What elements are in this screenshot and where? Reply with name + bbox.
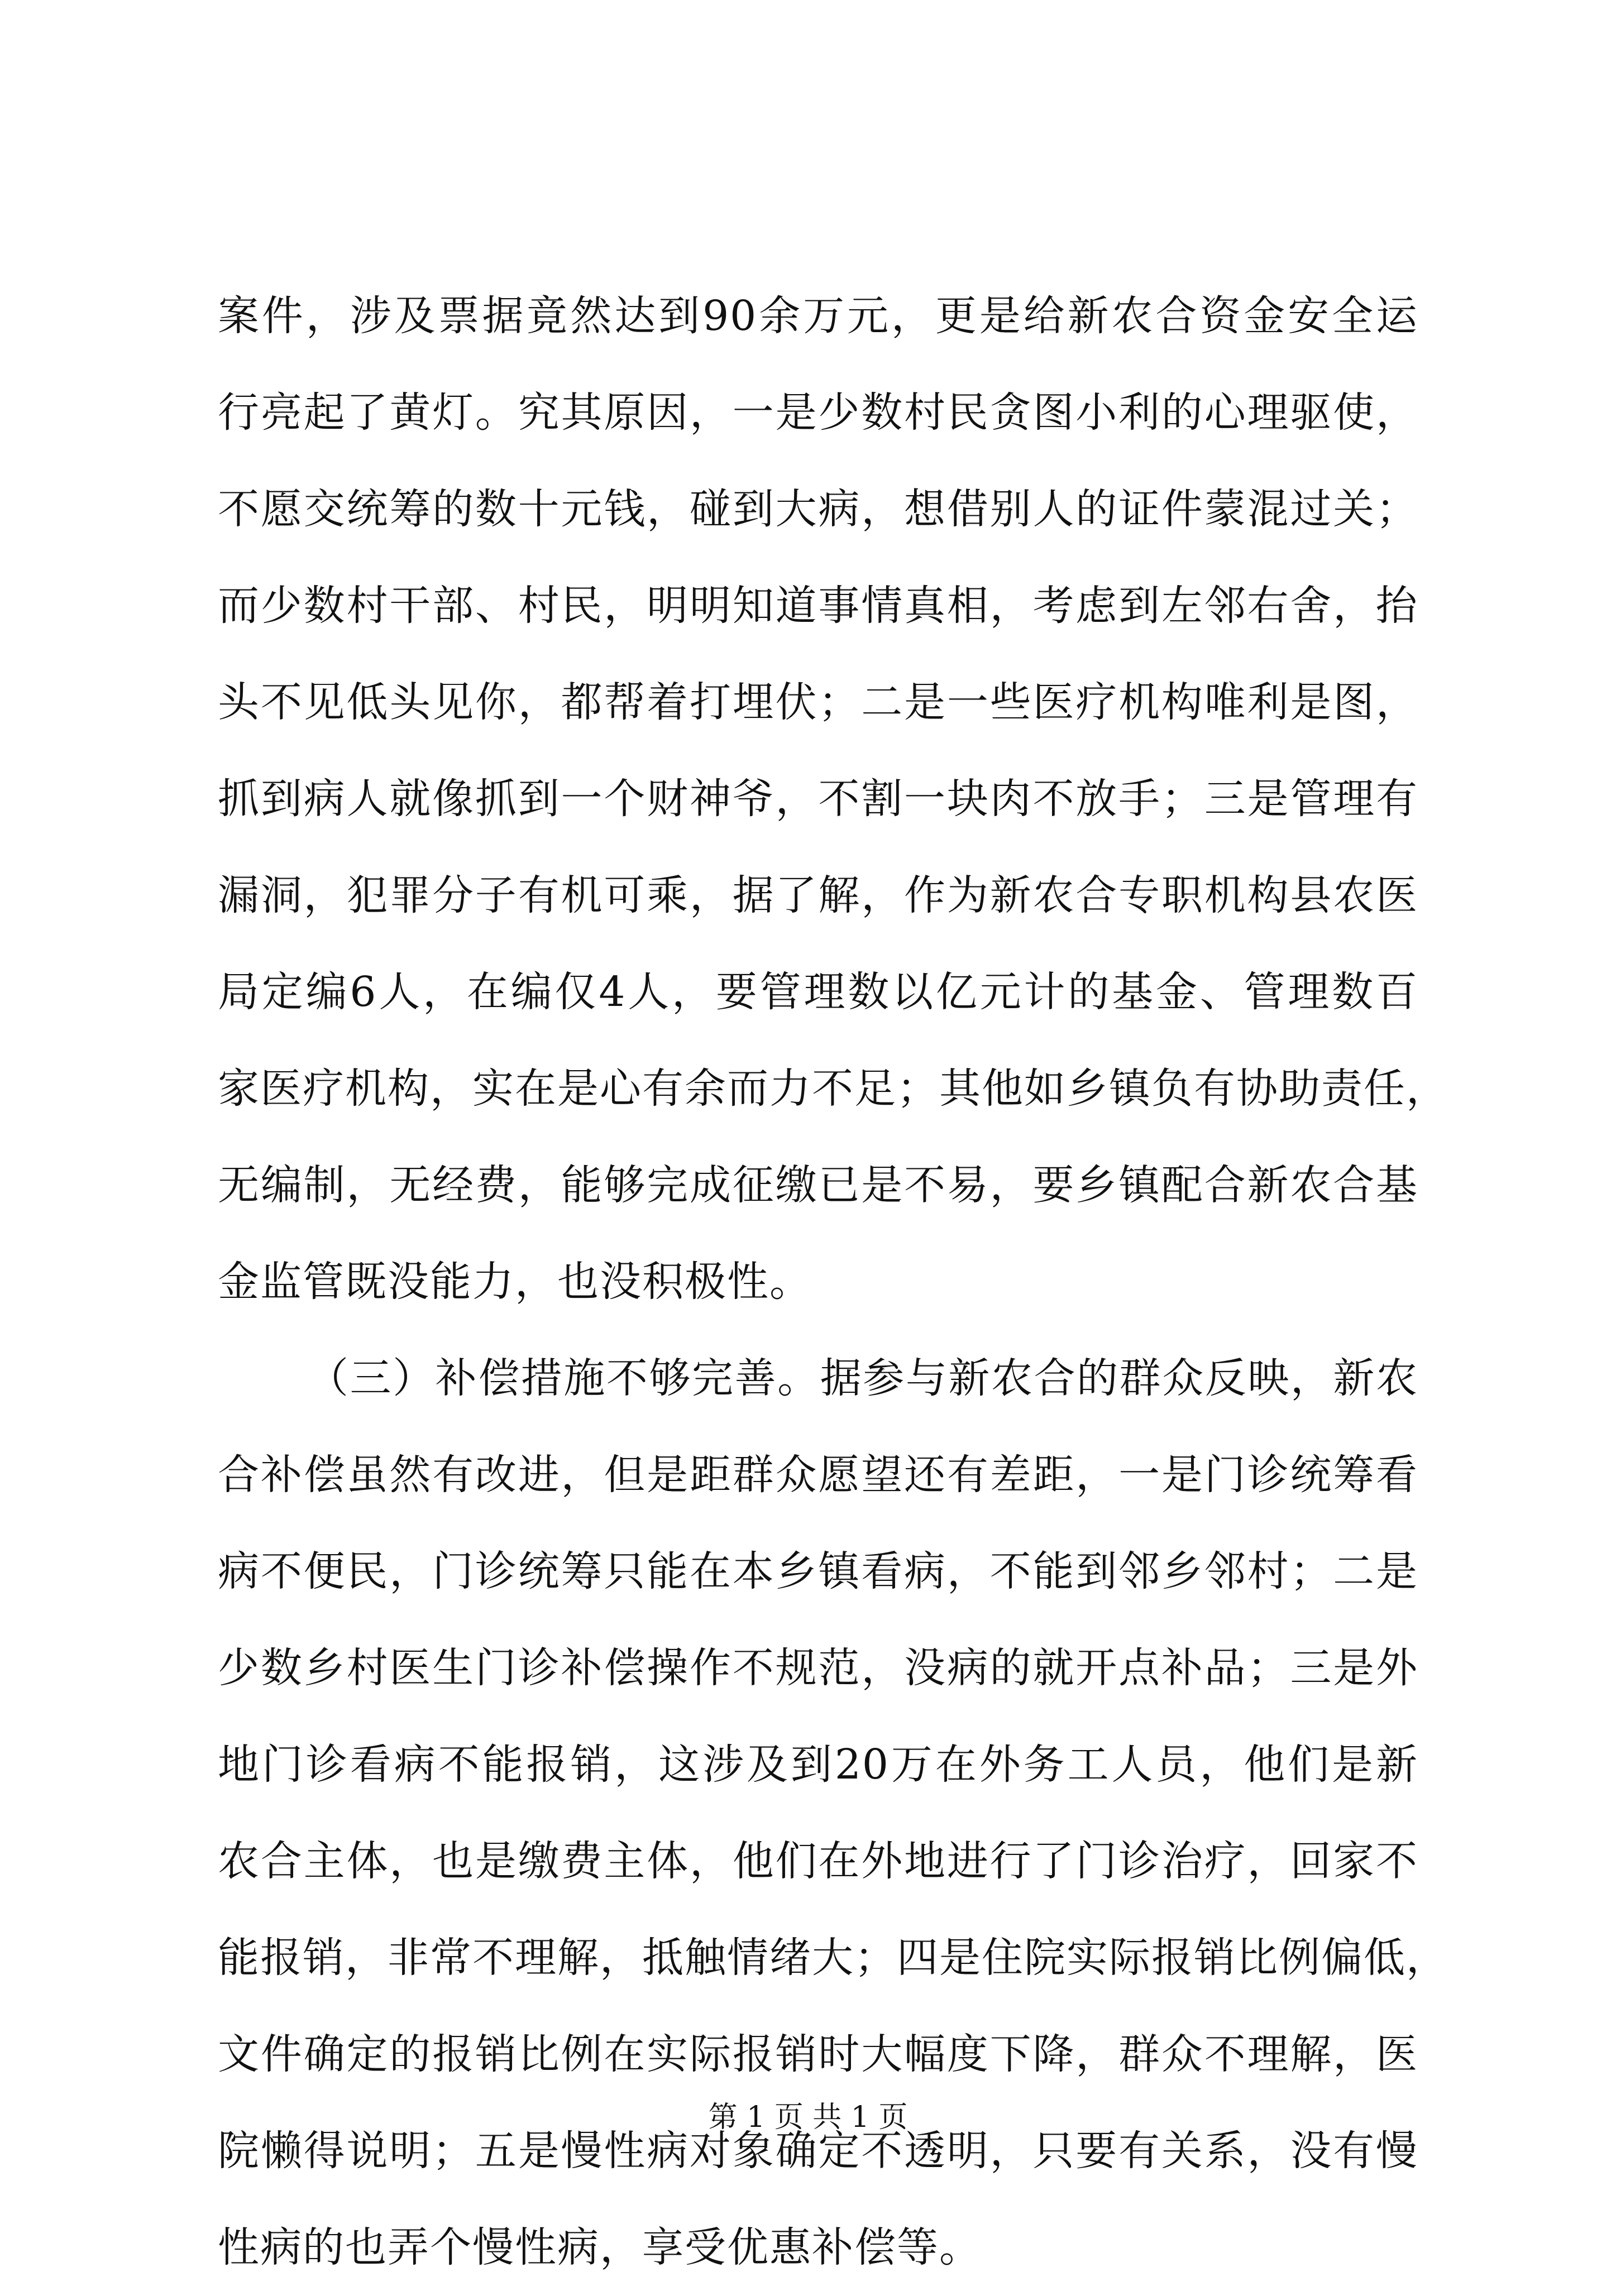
- text-line: 家医疗机构，实在是心有余而力不足；其他如乡镇负有协助责任，: [218, 1065, 1448, 1113]
- text-line: 合补偿虽然有改进，但是距群众愿望还有差距，一是门诊统筹看: [218, 1451, 1418, 1499]
- body-text: [218, 268, 1448, 2296]
- text-line: 漏洞，犯罪分子有机可乘，据了解，作为新农合专职机构县农医: [218, 871, 1418, 919]
- section-heading-line: （三）补偿措施不够完善。据参与新农合的群众反映，新农: [307, 1354, 1418, 1402]
- text-line: 行亮起了黄灯。究其原因，一是少数村民贪图小利的心理驱使，: [218, 389, 1418, 437]
- text-line: 能报销，非常不理解，抵触情绪大；四是住院实际报销比例偏低，: [218, 1934, 1448, 1982]
- text-line: 无编制，无经费，能够完成征缴已是不易，要乡镇配合新农合基: [218, 1161, 1418, 1209]
- text-line: 文件确定的报销比例在实际报销时大幅度下降，群众不理解，医: [218, 2030, 1418, 2078]
- text-line: 农合主体，也是缴费主体，他们在外地进行了门诊治疗，回家不: [218, 1837, 1418, 1885]
- text-line: 局定编6人，在编仅4人，要管理数以亿元计的基金、管理数百: [218, 968, 1418, 1016]
- page-footer: 第 1 页 共 1 页: [708, 2101, 908, 2134]
- text-line: 地门诊看病不能报销，这涉及到20万在外务工人员，他们是新: [218, 1741, 1418, 1789]
- text-line: 病不便民，门诊统筹只能在本乡镇看病，不能到邻乡邻村；二是: [218, 1547, 1418, 1595]
- paragraph-last-line: 金监管既没能力，也没积极性。: [218, 1258, 812, 1306]
- paragraph-last-line: 性病的也弄个慢性病，享受优惠补偿等。: [218, 2223, 982, 2271]
- text-line: 院懒得说明；五是慢性病对象确定不透明，只要有关系，没有慢: [218, 2127, 1418, 2175]
- text-line: 案件，涉及票据竟然达到90余万元，更是给新农合资金安全运: [218, 292, 1418, 340]
- text-line: 少数乡村医生门诊补偿操作不规范，没病的就开点补品；三是外: [218, 1644, 1418, 1692]
- text-line: 而少数村干部、村民，明明知道事情真相，考虑到左邻右舍，抬: [218, 582, 1418, 630]
- text-line: 抓到病人就像抓到一个财神爷，不割一块肉不放手；三是管理有: [218, 775, 1418, 823]
- text-line: 不愿交统筹的数十元钱，碰到大病，想借别人的证件蒙混过关；: [218, 485, 1418, 533]
- text-line: 头不见低头见你，都帮着打埋伏；二是一些医疗机构唯利是图，: [218, 678, 1418, 726]
